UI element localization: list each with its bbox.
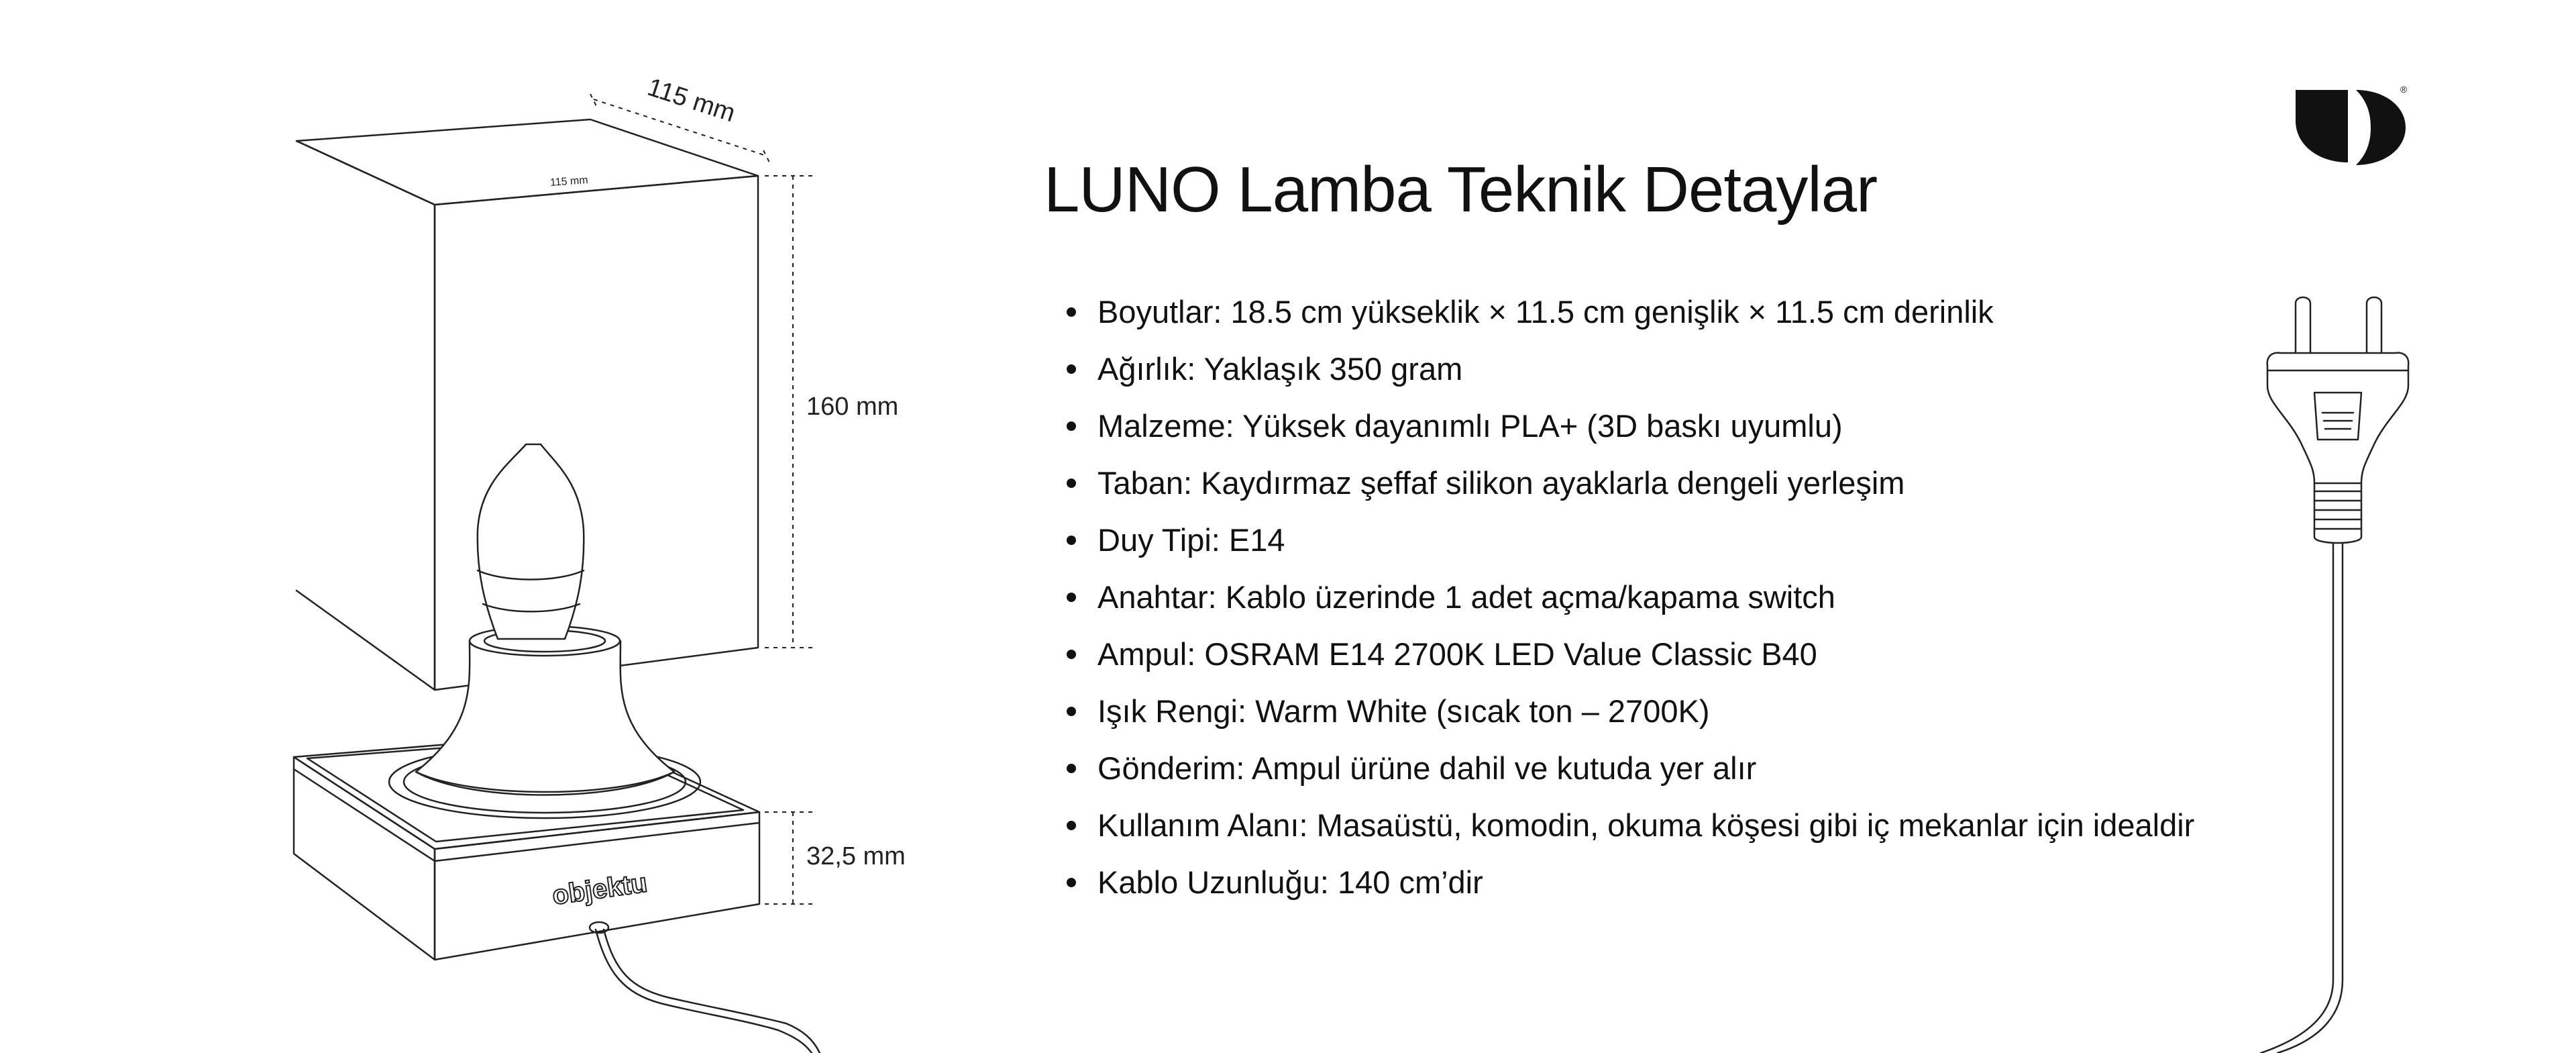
page-title: LUNO Lamba Teknik Detaylar — [1044, 154, 1878, 225]
registered-mark: ® — [2400, 85, 2408, 95]
list-item: Anahtar: Kablo üzerinde 1 adet açma/kapama switch — [1067, 568, 2194, 625]
plug-strain-relief — [2314, 483, 2361, 543]
brand-emboss-label: objektu — [550, 868, 649, 911]
plug-cable — [2261, 544, 2333, 1053]
list-item: Taban: Kaydırmaz şeffaf silikon ayaklarla dengeli yerleşim — [1067, 454, 2194, 511]
top-face-dimension-label: 115 mm — [549, 174, 589, 189]
height-dimension-label: 160 mm — [806, 393, 899, 421]
list-item: Ampul: OSRAM E14 2700K LED Value Classic B40 — [1067, 625, 2194, 683]
list-item: Işık Rengi: Warm White (sıcak ton – 2700K) — [1067, 683, 2194, 740]
list-item: Duy Tipi: E14 — [1067, 511, 2194, 568]
plug-head — [2267, 353, 2409, 483]
list-item: Ağırlık: Yaklaşık 350 gram — [1067, 340, 2194, 397]
plug-pin-right — [2367, 297, 2381, 356]
list-item: Gönderim: Ampul ürüne dahil ve kutuda yer alır — [1067, 740, 2194, 797]
list-item: Boyutlar: 18.5 cm yükseklik × 11.5 cm genişlik × 11.5 cm derinlik — [1067, 283, 2194, 340]
list-item: Kablo Uzunluğu: 140 cm’dir — [1067, 854, 2194, 911]
objektu-logo-icon — [2293, 85, 2410, 168]
list-item: Kullanım Alanı: Masaüstü, komodin, okuma köşesi gibi iç mekanlar için idealdir — [1067, 797, 2194, 854]
plug-pin-left — [2296, 297, 2310, 356]
base-height-dimension-label: 32,5 mm — [806, 842, 906, 870]
width-dimension-label: 115 mm — [644, 72, 739, 128]
list-item: Malzeme: Yüksek dayanımlı PLA+ (3D baskı uyumlu) — [1067, 397, 2194, 454]
spec-list — [1067, 283, 2194, 911]
